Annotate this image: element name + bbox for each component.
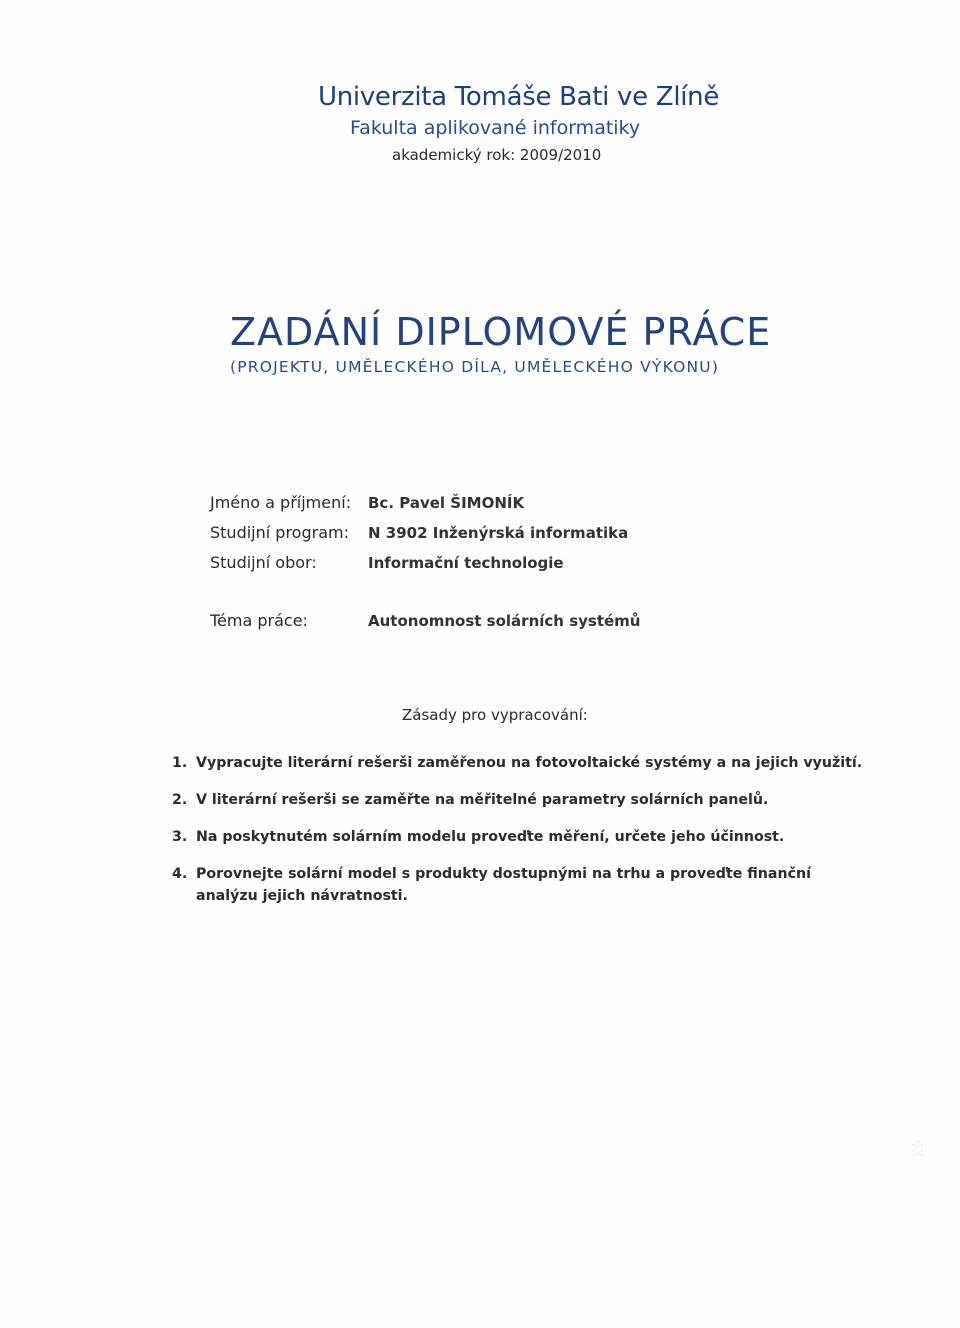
list-number: 3. <box>172 829 188 845</box>
faculty-name: Fakulta aplikované informatiky <box>350 117 641 139</box>
list-item <box>172 826 872 848</box>
info-row-topic <box>210 606 770 636</box>
principles-heading: Zásady pro vypracování: <box>402 706 588 724</box>
list-number: 1. <box>172 755 188 771</box>
info-row-program <box>210 518 770 548</box>
info-value: Informační technologie <box>368 554 564 572</box>
document-header <box>318 80 719 168</box>
list-number: 4. <box>172 866 188 882</box>
document-title: ZADÁNÍ DIPLOMOVÉ PRÁCE <box>230 310 772 354</box>
list-text: V literární rešerši se zaměřte na měřitelné parametry solárních panelů. <box>196 792 769 808</box>
student-info <box>210 488 770 636</box>
list-item <box>172 752 872 774</box>
list-number: 2. <box>172 792 188 808</box>
info-row-name <box>210 488 770 518</box>
info-value: Bc. Pavel ŠIMONÍK <box>368 494 525 512</box>
task-list <box>172 752 872 922</box>
info-row-field <box>210 548 770 578</box>
document-subtitle: (PROJEKTU, UMĚLECKÉHO DÍLA, UMĚLECKÉHO VÝKONU) <box>230 358 720 376</box>
list-text: Porovnejte solární model s produkty dostupnými na trhu a proveďte finanční analýzu jejich návratnosti. <box>196 866 811 904</box>
list-item <box>172 789 872 811</box>
info-label: Jméno a příjmení: <box>210 493 352 512</box>
list-text: Na poskytnutém solárním modelu proveďte měření, určete jeho účinnost. <box>196 829 785 845</box>
scan-speck-mark: ·:· :·: <box>912 1139 925 1159</box>
academic-year: akademický rok: 2009/2010 <box>392 146 602 164</box>
list-text: Vypracujte literární rešerši zaměřenou na fotovoltaické systémy a na jejich využití. <box>196 755 863 771</box>
info-value: N 3902 Inženýrská informatika <box>368 524 629 542</box>
info-label: Studijní program: <box>210 523 349 542</box>
list-item <box>172 863 872 907</box>
info-value: Autonomnost solárních systémů <box>368 612 641 630</box>
title-block <box>230 308 771 378</box>
university-name: Univerzita Tomáše Bati ve Zlíně <box>318 82 720 112</box>
info-label: Studijní obor: <box>210 553 317 572</box>
info-label: Téma práce: <box>210 611 308 630</box>
